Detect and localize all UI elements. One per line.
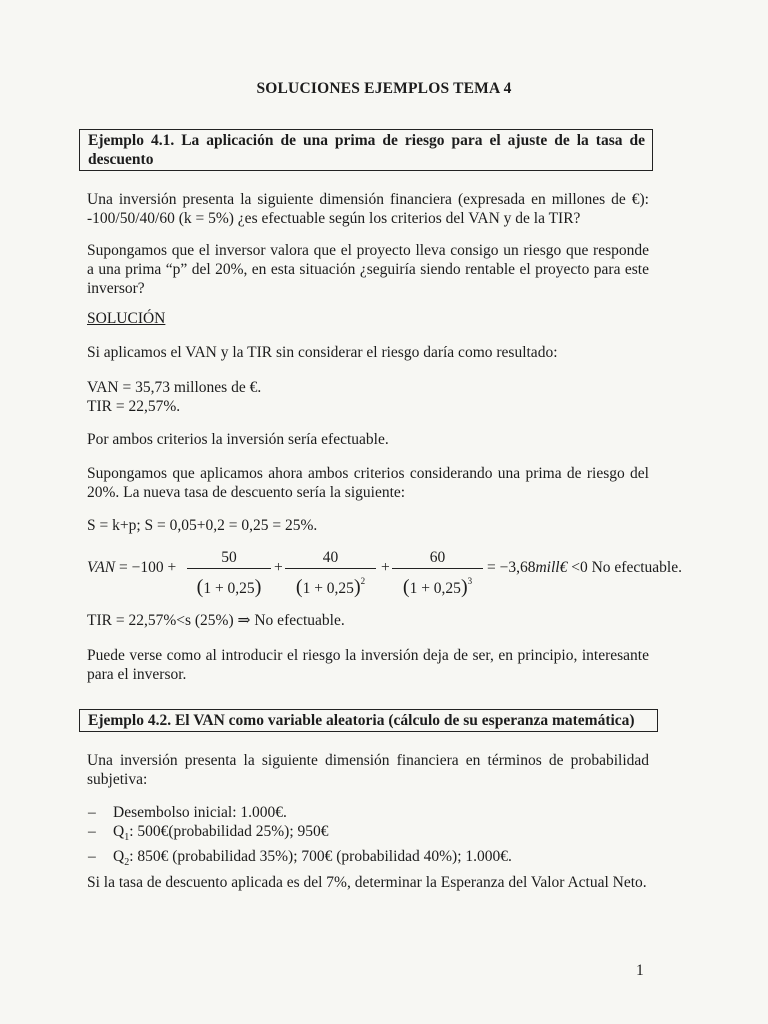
equation-fraction-3: 60 $(1 + 0,25)^3$ [392,548,483,592]
list-item: – $Q_1$: 500€(probabilidad 25%); 950€ [88,823,329,844]
equation-plus-1: + [274,559,283,576]
page-number: 1 [636,962,644,979]
list-item: – Desembolso inicial: 1.000€. [88,804,287,821]
tir-result-line: TIR = 22,57%. [87,398,181,415]
van-equation [87,548,727,598]
solution-label: SOLUCIÓN [87,310,166,327]
tir-comparison-line: TIR = 22,57%<s (25%) ⇒ No efectuable. [87,612,345,629]
probability-list [87,803,649,872]
equation-fraction-1: 50 (1 + 0,25) [187,548,271,592]
discount-rate-line: S = k+p; S = 0,05+0,2 = 0,25 = 25%. [87,517,318,534]
equation-lhs: VAN = −100 + [87,559,177,576]
example-2-paragraph-2: Si la tasa de descuento aplicada es del 7%, determinar la Esperanza del Valor Actual Neto. [87,874,647,891]
example-1-paragraph-5: Supongamos que aplicamos ahora ambos criterios considerando una prima de riesgo del 20%. La nueva tasa de descuento sería la siguiente: [87,465,649,501]
example-1-paragraph-3: Si aplicamos el VAN y la TIR sin considerar el riesgo daría como resultado: [87,344,558,361]
equation-plus-2: + [381,559,390,576]
example-1-paragraph-1: Una inversión presenta la siguiente dimensión financiera (expresada en millones de €): -100/50/40/60 (k = 5%) ¿es efectuable según los criterios del VAN y de la TIR? [87,191,649,227]
example-1-paragraph-2: Supongamos que el inversor valora que el proyecto lleva consigo un riesgo que responde a una prima “p” del 20%, en esta situación ¿seguiría siendo rentable el proyecto para este inversor? [87,242,649,297]
list-item: – $Q_2$: 850€ (probabilidad 35%); 700€ (probabilidad 40%); 1.000€. [88,848,512,869]
equation-fraction-2: 40 $(1 + 0,25)^2$ [285,548,376,592]
example-2-heading: Ejemplo 4.2. El VAN como variable aleatoria (cálculo de su esperanza matemática) [79,709,658,732]
van-result-line: VAN = 35,73 millones de €. [87,379,262,396]
example-1-heading: Ejemplo 4.1. La aplicación de una prima de riesgo para el ajuste de la tasa de descuento [79,129,653,171]
document-title: SOLUCIONES EJEMPLOS TEMA 4 [256,80,512,97]
example-1-paragraph-4: Por ambos criterios la inversión sería efectuable. [87,431,389,448]
example-2-paragraph-1: Una inversión presenta la siguiente dimensión financiera en términos de probabilidad subjetiva: [87,752,649,788]
example-1-paragraph-6: Puede verse como al introducir el riesgo la inversión deja de ser, en principio, interesante para el inversor. [87,647,649,683]
equation-result: = −3,68mill€ <0 No efectuable. [487,559,682,576]
